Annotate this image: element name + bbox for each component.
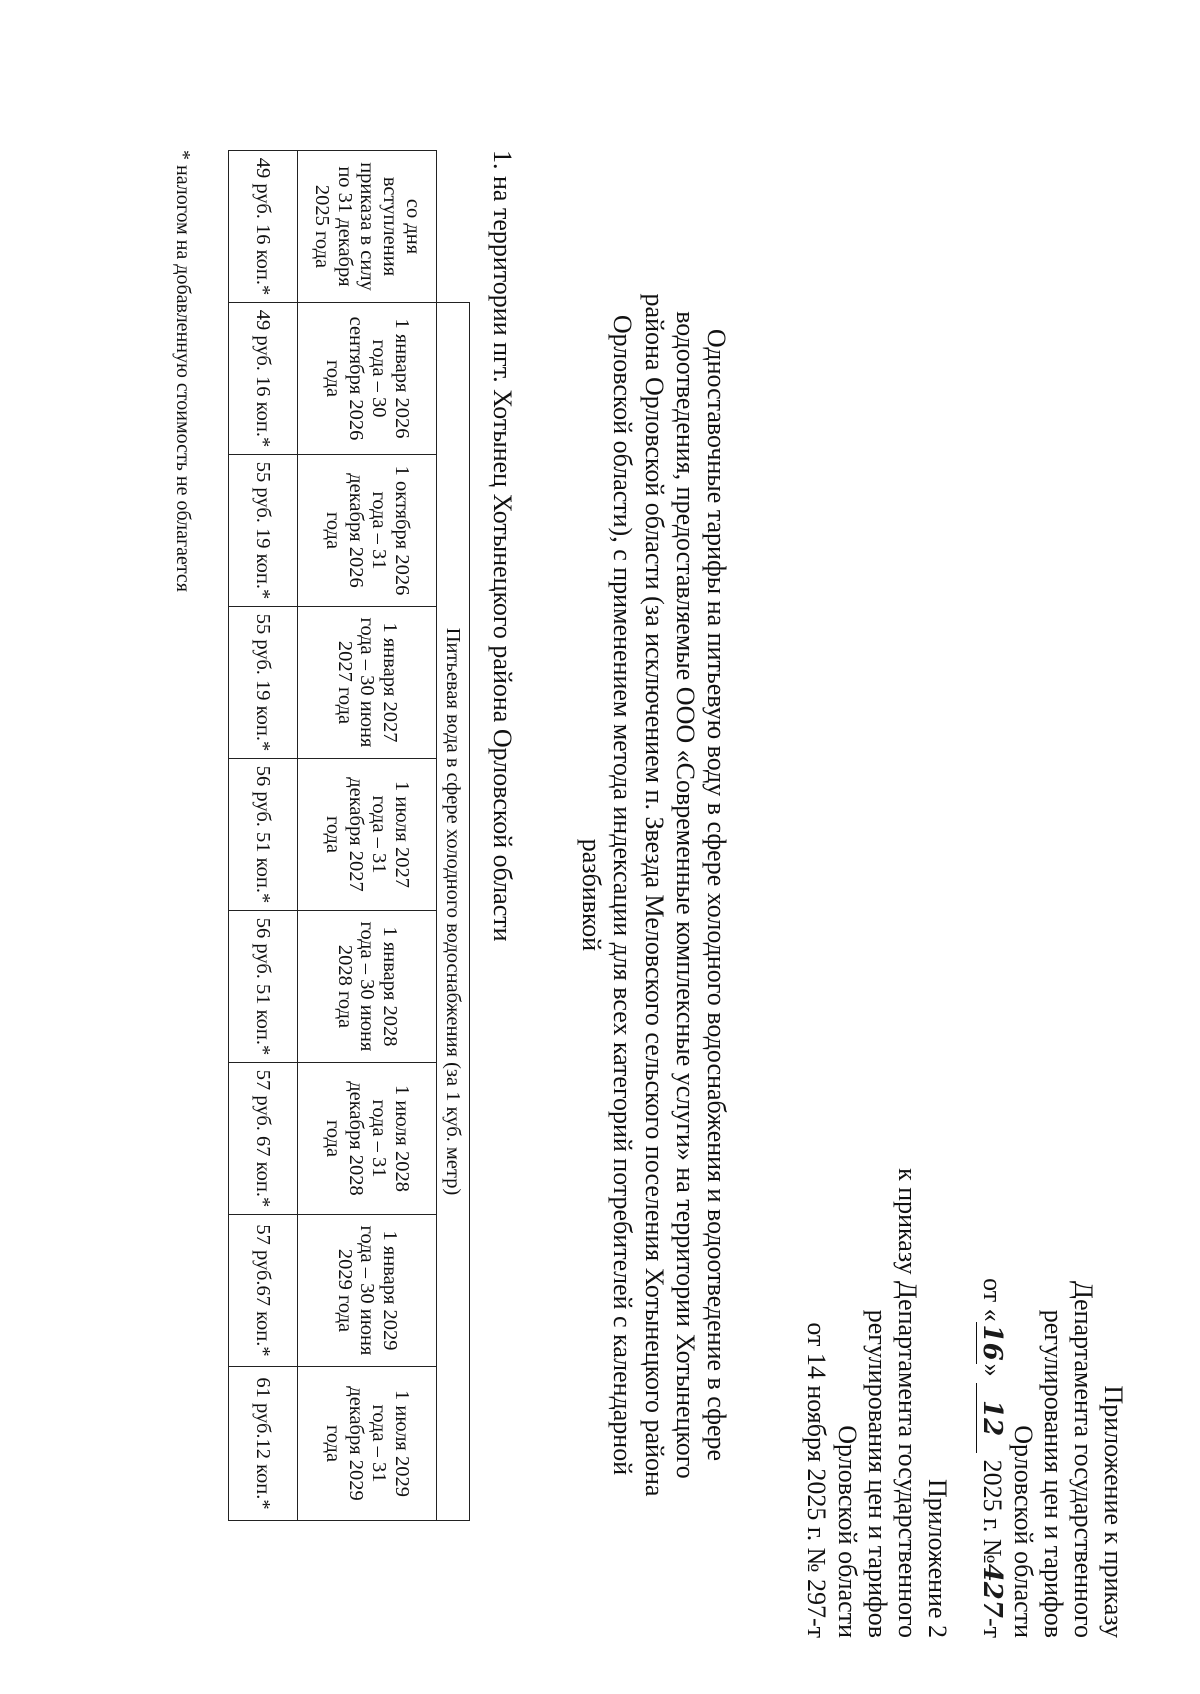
title-line: района Орловской области (за исключением п. Звезда Меловского сельского поселения Хотынецкого района — [639, 293, 669, 1497]
title-line: водоотведения, предоставляемые ООО «Современные комплексные услуги» на территории Хотынецкого — [670, 311, 700, 1479]
price-cell: 56 руб. 51 коп.* — [229, 911, 298, 1063]
price-cell: 49 руб. 16 коп.* — [229, 303, 298, 455]
appendix-line: регулирования цен и тарифов — [1038, 1309, 1068, 1638]
document-title — [576, 200, 732, 1590]
price-cell: 55 руб. 19 коп.* — [229, 455, 298, 607]
period-cell: 1 января 2028 года – 30 июня 2028 года — [298, 911, 437, 1063]
price-row — [229, 151, 298, 1521]
date-mid: » — [978, 1363, 1008, 1377]
tariff-table — [228, 150, 470, 1521]
price-cell: 57 руб.67 коп.* — [229, 1215, 298, 1367]
period-cell: 1 июля 2027 года – 31 декабря 2027 года — [298, 759, 437, 911]
footnote: * налогом на добавленную стоимость не облагается — [172, 150, 194, 592]
period-cell: 1 июля 2029 года – 31 декабря 2029 года — [298, 1367, 437, 1521]
period-cell: 1 января 2026 года – 30 сентября 2026 года — [298, 303, 437, 455]
appendix-date-line — [976, 1268, 1007, 1638]
price-cell: 49 руб. 16 коп.* — [229, 151, 298, 303]
price-cell: 55 руб. 19 коп.* — [229, 607, 298, 759]
period-cell: 1 июля 2028 года – 31 декабря 2028 года — [298, 1063, 437, 1215]
appendix-line: Приложение к приказу — [1099, 1385, 1128, 1638]
period-row — [298, 151, 437, 1521]
appendix-2-line: к приказу Департамента государственного — [892, 1168, 922, 1638]
price-cell: 61 руб.12 коп.* — [229, 1367, 298, 1521]
table-caption-row — [437, 151, 470, 1521]
appendix-line: Орловской области — [1008, 1425, 1038, 1638]
appendix-2-header — [801, 1148, 952, 1638]
period-cell: 1 января 2029 года – 30 июня 2029 года — [298, 1215, 437, 1367]
date-prefix: от « — [978, 1278, 1008, 1322]
title-line: разбивкой — [577, 838, 607, 952]
appendix-line: Департамента государственного — [1068, 1281, 1098, 1638]
handwritten-month: 12 — [976, 1383, 1007, 1453]
date-suffix: -т — [978, 1617, 1008, 1638]
appendix-2-line: Орловской области — [832, 1425, 862, 1638]
empty-cell — [437, 151, 470, 303]
handwritten-number: 427 — [977, 1563, 1008, 1618]
appendix-2-line: регулирования цен и тарифов — [862, 1309, 892, 1638]
title-line: Одноставочные тарифы на питьевую воду в сфере холодного водоснабжения и водоотведение в сфере — [702, 328, 731, 1462]
appendix-2-line: от 14 ноября 2025 г. № 297-т — [802, 1322, 832, 1638]
appendix-header — [976, 1268, 1128, 1638]
appendix-2-line: Приложение 2 — [923, 1478, 952, 1638]
date-year: 2025 г. № — [978, 1459, 1008, 1564]
period-cell: 1 октября 2026 года – 31 декабря 2026 года — [298, 455, 437, 607]
period-cell: со дня вступления приказа в силу по 31 декабря 2025 года — [298, 151, 437, 303]
period-cell: 1 января 2027 года – 30 июня 2027 года — [298, 607, 437, 759]
table-caption: Питьевая вода в сфере холодного водоснабжения (за 1 куб. метр) — [437, 303, 470, 1521]
section-heading: 1. на территории пгт. Хотынец Хотынецкого района Орловской области — [488, 150, 517, 942]
price-cell: 56 руб. 51 коп.* — [229, 759, 298, 911]
price-cell: 57 руб. 67 коп.* — [229, 1063, 298, 1215]
title-line: Орловской области), с применением метода индексации для всех категорий потребителей с календарной — [608, 314, 638, 1476]
handwritten-day: 16 — [976, 1322, 1007, 1364]
